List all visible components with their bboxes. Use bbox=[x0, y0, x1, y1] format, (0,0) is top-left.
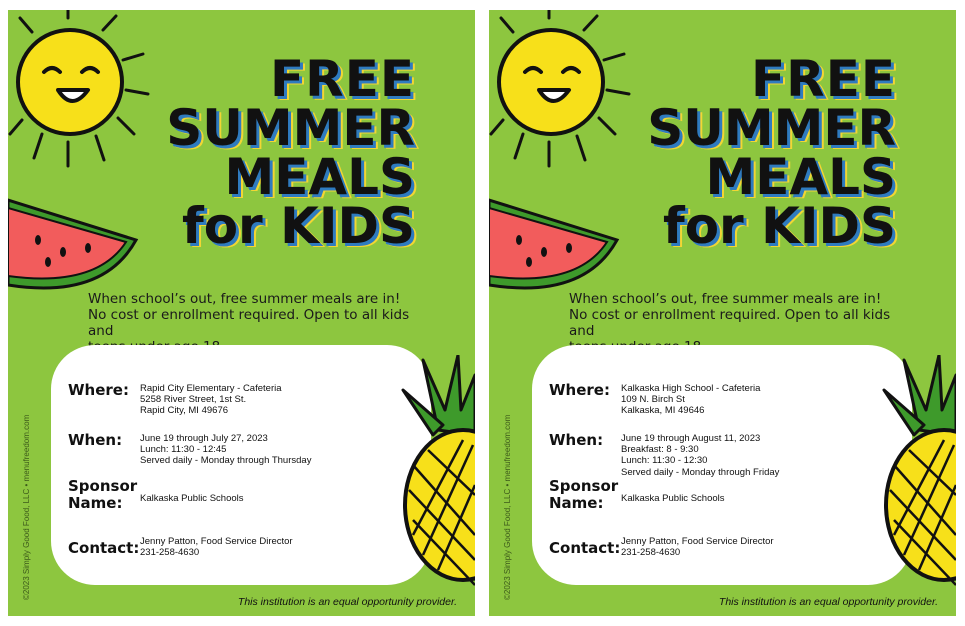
equal-opportunity-text: This institution is an equal opportunity provider. bbox=[237, 596, 457, 608]
intro-line: No cost or enrollment required. Open to all kids and bbox=[88, 306, 410, 339]
headline-line: SUMMER bbox=[166, 99, 415, 157]
where-line: Rapid City Elementary - Cafeteria bbox=[140, 383, 282, 394]
contact-label: Contact: bbox=[68, 539, 140, 557]
when-line: June 19 through August 11, 2023 bbox=[621, 433, 761, 444]
contact-line: Jenny Patton, Food Service Director bbox=[621, 536, 774, 547]
headline-line: MEALS bbox=[705, 148, 896, 206]
headline bbox=[166, 50, 415, 255]
headline bbox=[647, 50, 896, 255]
sponsor-label bbox=[68, 478, 137, 513]
where-line: 109 N. Birch St bbox=[621, 394, 685, 406]
sponsor-value: Kalkaska Public Schools bbox=[140, 493, 244, 504]
sponsor-value: Kalkaska Public Schools bbox=[621, 493, 725, 504]
contact-line: 231-258-4630 bbox=[140, 547, 200, 559]
contact-value bbox=[140, 536, 293, 558]
headline-line: FREE bbox=[751, 50, 896, 108]
intro-line: No cost or enrollment required. Open to all kids and bbox=[569, 306, 891, 339]
flyer-right bbox=[489, 10, 956, 616]
when-label: When: bbox=[549, 431, 604, 449]
where-line: Kalkaska High School - Cafeteria bbox=[621, 383, 761, 394]
contact-label: Contact: bbox=[549, 539, 621, 557]
where-value bbox=[140, 383, 282, 417]
pineapple-icon bbox=[864, 355, 956, 616]
when-line: Served daily - Monday through Friday bbox=[621, 466, 780, 478]
where-line: Kalkaska, MI 49646 bbox=[621, 405, 705, 417]
contact-line: Jenny Patton, Food Service Director bbox=[140, 536, 293, 547]
where-value bbox=[621, 383, 760, 417]
when-label: When: bbox=[68, 431, 123, 449]
flyer-left bbox=[8, 10, 475, 616]
where-line: Rapid City, MI 49676 bbox=[140, 405, 229, 417]
pineapple-icon bbox=[383, 355, 475, 616]
sponsor-label-line: Name: bbox=[68, 494, 123, 513]
when-line: June 19 through July 27, 2023 bbox=[140, 433, 268, 444]
headline-line: FREE bbox=[270, 50, 415, 108]
when-line: Lunch: 11:30 - 12:30 bbox=[621, 455, 708, 467]
when-line: Breakfast: 8 - 9:30 bbox=[621, 444, 699, 456]
when-line: Served daily - Monday through Thursday bbox=[140, 455, 312, 467]
contact-line: 231-258-4630 bbox=[621, 547, 681, 559]
headline-line: SUMMER bbox=[647, 99, 896, 157]
sponsor-label-line: Sponsor bbox=[68, 477, 138, 495]
smiling-sun-icon bbox=[8, 10, 158, 170]
info-card bbox=[532, 345, 912, 585]
headline-line: for KIDS bbox=[662, 197, 896, 255]
headline-line: for KIDS bbox=[181, 197, 415, 255]
headline-line: MEALS bbox=[224, 148, 415, 206]
sponsor-label bbox=[549, 478, 618, 513]
when-value bbox=[621, 433, 779, 478]
sponsor-label-line: Name: bbox=[549, 494, 604, 513]
where-label: Where: bbox=[549, 381, 610, 399]
when-value bbox=[140, 433, 311, 467]
contact-value bbox=[621, 536, 774, 558]
intro-line: When school’s out, free summer meals are in! bbox=[569, 291, 882, 307]
info-card bbox=[51, 345, 431, 585]
smiling-sun-icon bbox=[489, 10, 639, 170]
equal-opportunity-text: This institution is an equal opportunity provider. bbox=[718, 596, 938, 608]
where-label: Where: bbox=[68, 381, 129, 399]
copyright-text: ©2023 Simply Good Food, LLC • menufreedom.com bbox=[503, 414, 512, 600]
where-line: 5258 River Street, 1st St. bbox=[140, 394, 247, 406]
when-line: Lunch: 11:30 - 12:45 bbox=[140, 444, 227, 456]
sponsor-label-line: Sponsor bbox=[549, 477, 619, 495]
intro-line: When school’s out, free summer meals are in! bbox=[88, 291, 401, 307]
copyright-text: ©2023 Simply Good Food, LLC • menufreedom.com bbox=[22, 414, 31, 600]
